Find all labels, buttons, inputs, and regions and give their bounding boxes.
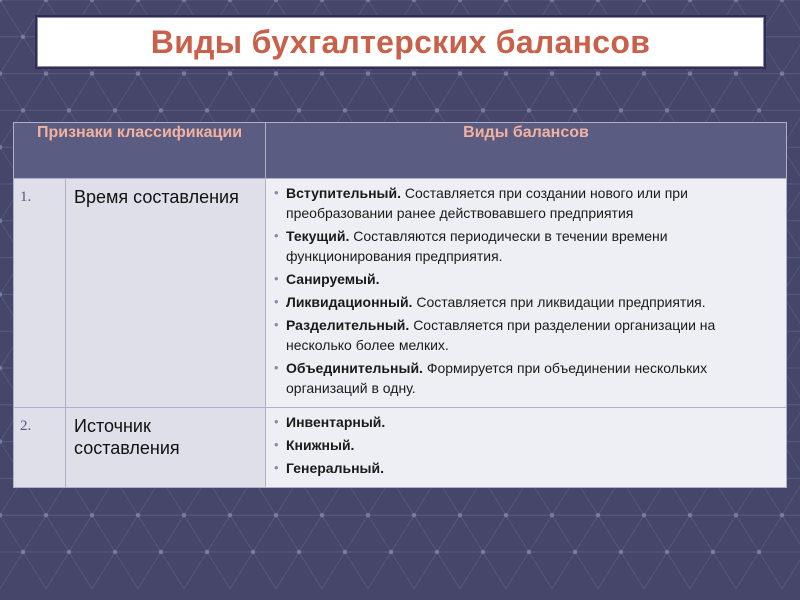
list-item	[274, 269, 780, 289]
kind-name: Инвентарный.	[286, 414, 386, 430]
table-row	[14, 408, 787, 488]
header-criteria: Признаки классификации	[14, 123, 266, 179]
kind-desc: Составляется при ликвидации предприятия.	[416, 294, 706, 310]
kinds-list	[274, 412, 780, 478]
kind-name: Книжный.	[286, 437, 355, 453]
kind-name: Санируемый.	[286, 271, 380, 287]
list-item	[274, 292, 780, 312]
table-row	[14, 179, 787, 408]
slide-title: Виды бухгалтерских балансов	[150, 23, 651, 60]
kind-name: Объединительный.	[286, 360, 423, 376]
kind-name: Ликвидационный.	[286, 294, 413, 310]
classification-table	[13, 122, 787, 488]
row-criterion: Источник составления	[66, 408, 266, 488]
row-number: 1.	[14, 179, 66, 408]
kind-name: Разделительный.	[286, 317, 410, 333]
kind-desc: Составляется при разделении организации на несколько более мелких.	[286, 317, 716, 353]
kind-desc: Составляется при создании нового или при преобразовании ранее действовавшего предприятия	[286, 185, 688, 221]
list-item	[274, 226, 780, 266]
table-header-row	[14, 123, 787, 179]
list-item	[274, 412, 780, 432]
kind-name: Вступительный.	[286, 185, 402, 201]
list-item	[274, 458, 780, 478]
list-item	[274, 358, 780, 398]
list-item	[274, 183, 780, 223]
row-criterion: Время составления	[66, 179, 266, 408]
kind-desc: Составляются периодически в течении времени функционирования предприятия.	[286, 228, 668, 264]
list-item	[274, 315, 780, 355]
kind-name: Генеральный.	[286, 460, 384, 476]
list-item	[274, 435, 780, 455]
slide-title-box	[35, 15, 766, 69]
kind-desc: Формируется при объединении нескольких организаций в одну.	[286, 360, 708, 396]
kinds-list	[274, 183, 780, 398]
row-number: 2.	[14, 408, 66, 488]
row-kinds	[266, 179, 787, 408]
kind-name: Текущий.	[286, 228, 350, 244]
row-kinds	[266, 408, 787, 488]
header-kinds: Виды балансов	[266, 123, 787, 179]
